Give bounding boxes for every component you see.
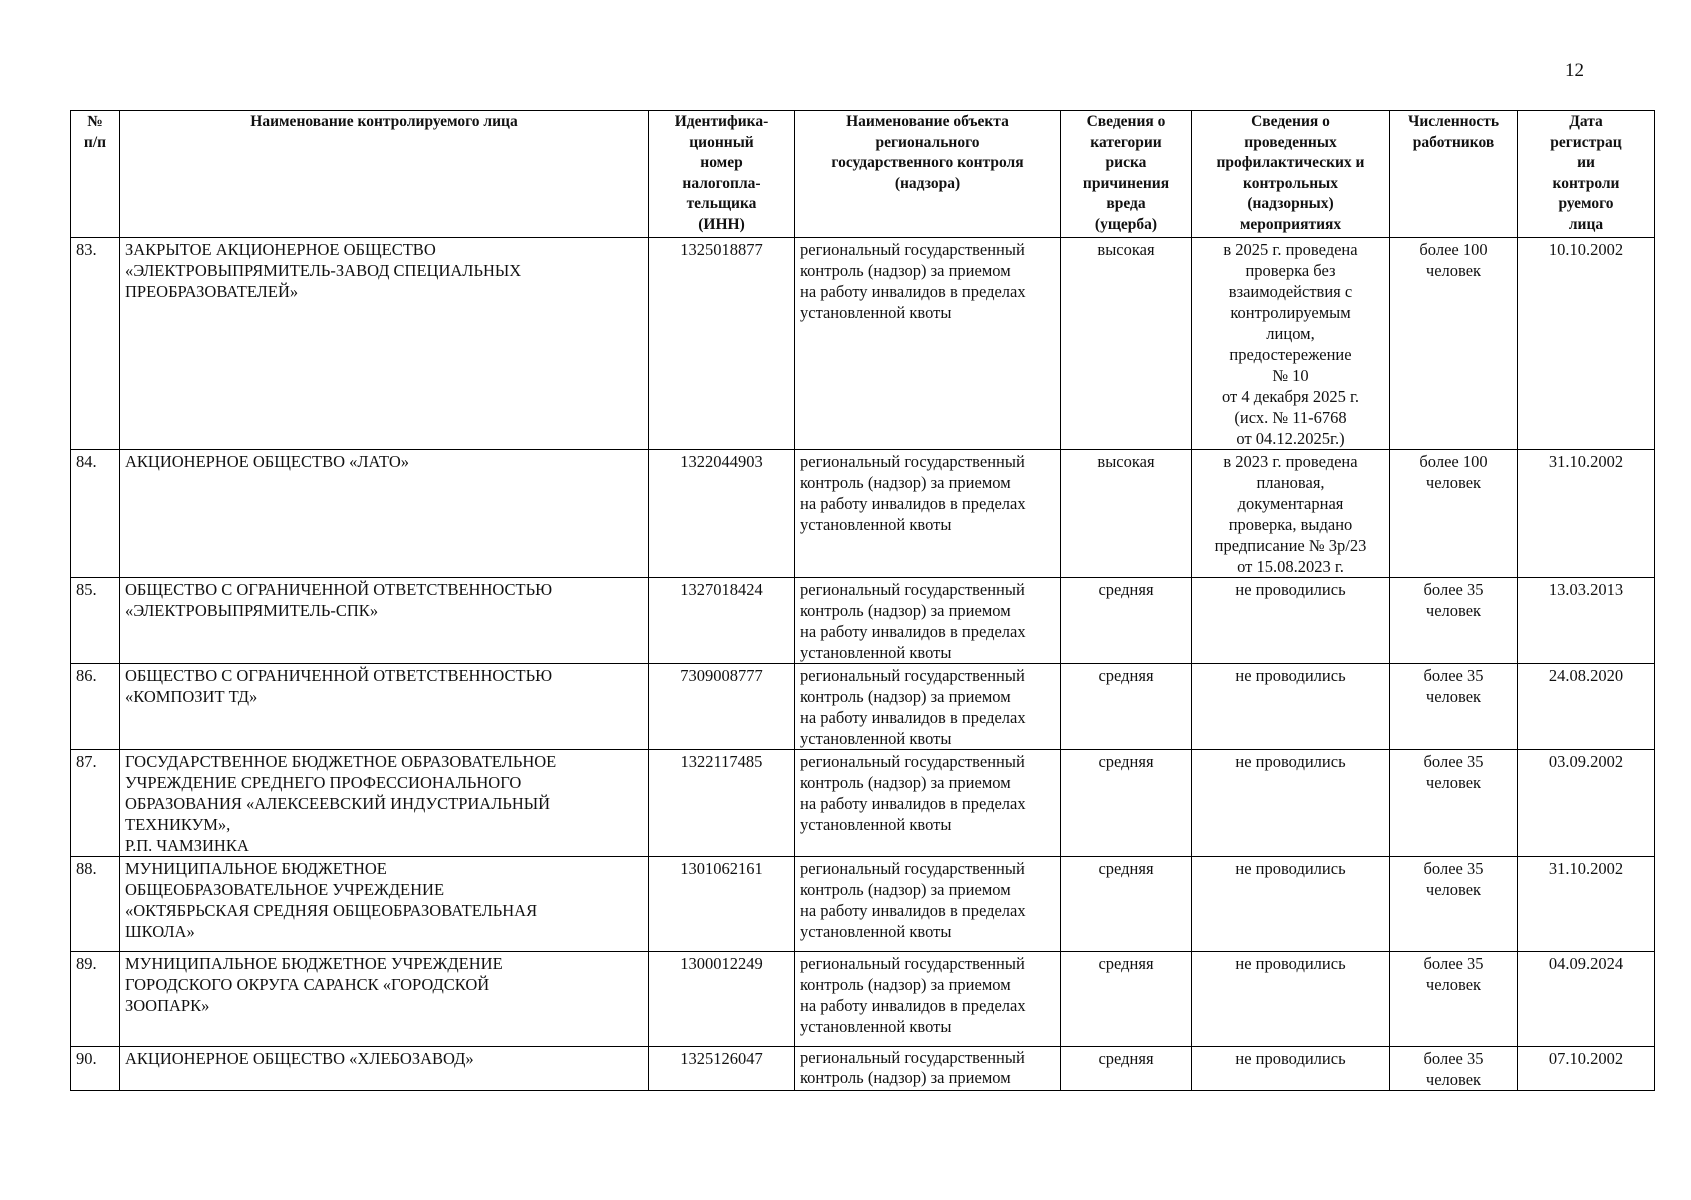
inn-value: 1325018877 [649, 238, 795, 450]
header-control-object: Наименование объекта регионального государственного контроля (надзора) [795, 111, 1061, 238]
control-object: региональный государственный контроль (надзор) за приемом на работу инвалидов в пределах установленной квоты [795, 952, 1061, 1047]
page-number: 12 [1565, 60, 1584, 81]
table-row [71, 238, 1655, 450]
table-row [71, 578, 1655, 664]
header-inn: Идентифика- ционный номер налогопла- тельщика (ИНН) [649, 111, 795, 238]
risk-category: средняя [1061, 750, 1192, 857]
header-number: № п/п [71, 111, 120, 238]
row-number: 89. [71, 952, 120, 1047]
control-object: региональный государственный контроль (надзор) за приемом на работу инвалидов в пределах установленной квоты [795, 664, 1061, 750]
organization-name: АКЦИОНЕРНОЕ ОБЩЕСТВО «ХЛЕБОЗАВОД» [120, 1047, 649, 1091]
row-number: 87. [71, 750, 120, 857]
registration-date: 13.03.2013 [1518, 578, 1655, 664]
events-info: в 2025 г. проведена проверка без взаимодействия с контролируемым лицом, предостережение № 10 от 4 декабря 2025 г. (исх. № 11-6768 от 04.12.2025г.) [1192, 238, 1390, 450]
registration-date: 24.08.2020 [1518, 664, 1655, 750]
risk-category: высокая [1061, 450, 1192, 578]
risk-category: средняя [1061, 857, 1192, 952]
control-object: региональный государственный контроль (надзор) за приемом [795, 1047, 1061, 1091]
workers-count: более 35 человек [1390, 578, 1518, 664]
table-row [71, 750, 1655, 857]
registration-date: 31.10.2002 [1518, 450, 1655, 578]
risk-category: средняя [1061, 578, 1192, 664]
risk-category: средняя [1061, 1047, 1192, 1091]
events-info: не проводились [1192, 1047, 1390, 1091]
inn-value: 1300012249 [649, 952, 795, 1047]
table-header-row [71, 111, 1655, 238]
events-info: не проводились [1192, 952, 1390, 1047]
organization-name: ГОСУДАРСТВЕННОЕ БЮДЖЕТНОЕ ОБРАЗОВАТЕЛЬНОЕ УЧРЕЖДЕНИЕ СРЕДНЕГО ПРОФЕССИОНАЛЬНОГО ОБРАЗОВАНИЯ «АЛЕКСЕЕВСКИЙ ИНДУСТРИАЛЬНЫЙ ТЕХНИКУМ», Р.П. ЧАМЗИНКА [120, 750, 649, 857]
workers-count: более 35 человек [1390, 1047, 1518, 1091]
workers-count: более 35 человек [1390, 857, 1518, 952]
row-number: 86. [71, 664, 120, 750]
risk-category: средняя [1061, 664, 1192, 750]
registration-date: 03.09.2002 [1518, 750, 1655, 857]
risk-category: высокая [1061, 238, 1192, 450]
row-number: 85. [71, 578, 120, 664]
control-object: региональный государственный контроль (надзор) за приемом на работу инвалидов в пределах установленной квоты [795, 857, 1061, 952]
control-object: региональный государственный контроль (надзор) за приемом на работу инвалидов в пределах установленной квоты [795, 238, 1061, 450]
table-row [71, 1047, 1655, 1091]
table-row [71, 952, 1655, 1047]
workers-count: более 35 человек [1390, 750, 1518, 857]
organization-name: ЗАКРЫТОЕ АКЦИОНЕРНОЕ ОБЩЕСТВО «ЭЛЕКТРОВЫПРЯМИТЕЛЬ-ЗАВОД СПЕЦИАЛЬНЫХ ПРЕОБРАЗОВАТЕЛЕЙ» [120, 238, 649, 450]
organization-name: ОБЩЕСТВО С ОГРАНИЧЕННОЙ ОТВЕТСТВЕННОСТЬЮ «КОМПОЗИТ ТД» [120, 664, 649, 750]
workers-count: более 100 человек [1390, 450, 1518, 578]
workers-count: более 35 человек [1390, 952, 1518, 1047]
registration-date: 04.09.2024 [1518, 952, 1655, 1047]
row-number: 83. [71, 238, 120, 450]
events-info: не проводились [1192, 664, 1390, 750]
controlled-persons-table [70, 110, 1655, 1091]
workers-count: более 100 человек [1390, 238, 1518, 450]
organization-name: АКЦИОНЕРНОЕ ОБЩЕСТВО «ЛАТО» [120, 450, 649, 578]
header-workers: Численность работников [1390, 111, 1518, 238]
header-risk-category: Сведения о категории риска причинения вреда (ущерба) [1061, 111, 1192, 238]
inn-value: 1325126047 [649, 1047, 795, 1091]
inn-value: 1322044903 [649, 450, 795, 578]
events-info: не проводились [1192, 578, 1390, 664]
row-number: 90. [71, 1047, 120, 1091]
control-object: региональный государственный контроль (надзор) за приемом на работу инвалидов в пределах установленной квоты [795, 450, 1061, 578]
registration-date: 10.10.2002 [1518, 238, 1655, 450]
workers-count: более 35 человек [1390, 664, 1518, 750]
header-events: Сведения о проведенных профилактических и контрольных (надзорных) мероприятиях [1192, 111, 1390, 238]
row-number: 88. [71, 857, 120, 952]
events-info: в 2023 г. проведена плановая, документарная проверка, выдано предписание № 3р/23 от 15.08.2023 г. [1192, 450, 1390, 578]
row-number: 84. [71, 450, 120, 578]
organization-name: ОБЩЕСТВО С ОГРАНИЧЕННОЙ ОТВЕТСТВЕННОСТЬЮ «ЭЛЕКТРОВЫПРЯМИТЕЛЬ-СПК» [120, 578, 649, 664]
inn-value: 1301062161 [649, 857, 795, 952]
inn-value: 1322117485 [649, 750, 795, 857]
table-row [71, 450, 1655, 578]
organization-name: МУНИЦИПАЛЬНОЕ БЮДЖЕТНОЕ УЧРЕЖДЕНИЕ ГОРОДСКОГО ОКРУГА САРАНСК «ГОРОДСКОЙ ЗООПАРК» [120, 952, 649, 1047]
control-object: региональный государственный контроль (надзор) за приемом на работу инвалидов в пределах установленной квоты [795, 578, 1061, 664]
control-object: региональный государственный контроль (надзор) за приемом на работу инвалидов в пределах установленной квоты [795, 750, 1061, 857]
events-info: не проводились [1192, 750, 1390, 857]
inn-value: 1327018424 [649, 578, 795, 664]
risk-category: средняя [1061, 952, 1192, 1047]
header-registration-date: Дата регистрац ии контроли руемого лица [1518, 111, 1655, 238]
registration-date: 31.10.2002 [1518, 857, 1655, 952]
table-row [71, 664, 1655, 750]
inn-value: 7309008777 [649, 664, 795, 750]
registration-date: 07.10.2002 [1518, 1047, 1655, 1091]
table-row [71, 857, 1655, 952]
events-info: не проводились [1192, 857, 1390, 952]
header-name: Наименование контролируемого лица [120, 111, 649, 238]
organization-name: МУНИЦИПАЛЬНОЕ БЮДЖЕТНОЕ ОБЩЕОБРАЗОВАТЕЛЬНОЕ УЧРЕЖДЕНИЕ «ОКТЯБРЬСКАЯ СРЕДНЯЯ ОБЩЕОБРАЗОВАТЕЛЬНАЯ ШКОЛА» [120, 857, 649, 952]
